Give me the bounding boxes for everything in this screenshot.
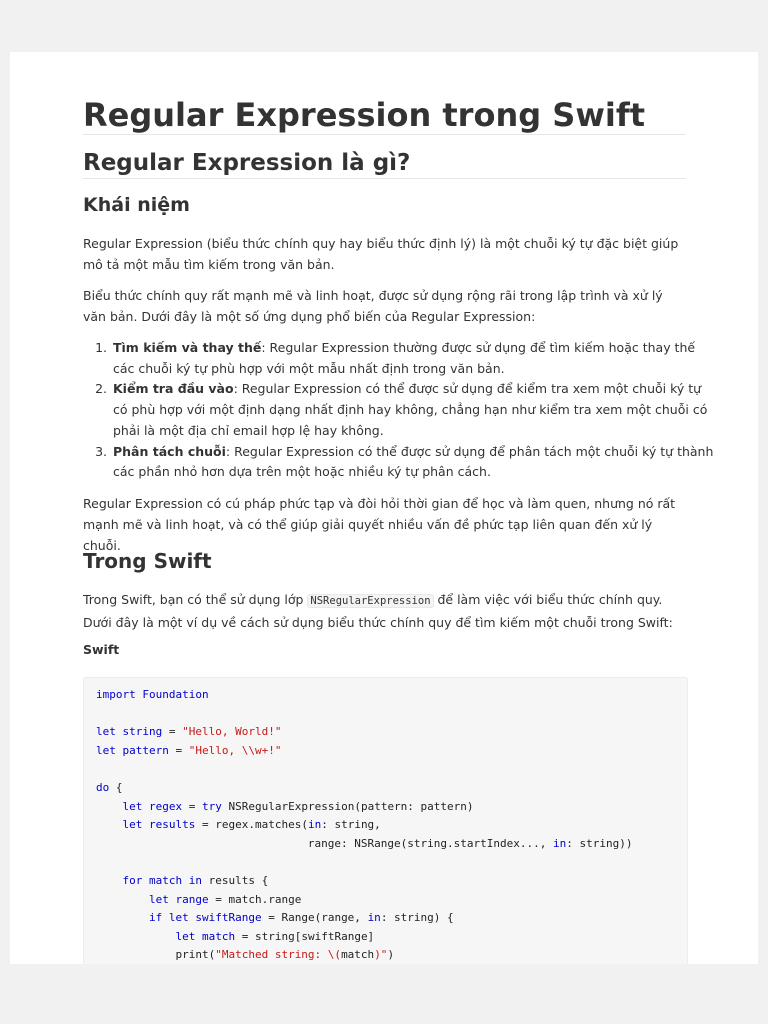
section-heading-swift: Trong Swift — [83, 549, 212, 573]
code-token — [96, 930, 175, 943]
code-line — [96, 798, 687, 817]
code-token — [195, 930, 202, 943]
code-token: "Matched string: \( — [215, 948, 342, 962]
code-token: regex — [149, 799, 183, 813]
code-token — [142, 800, 149, 813]
code-token: let — [168, 911, 189, 925]
code-token: = match.range — [208, 892, 302, 906]
list-item-text: : Regular Expression thường được sử dụng để tìm kiếm hoặc thay thế các chuỗi ký tự phù hợp với một mẫu nhất định trong văn bản. — [113, 340, 696, 376]
list-item — [111, 338, 714, 379]
code-token: let — [175, 929, 196, 943]
code-token: ) — [387, 948, 395, 962]
code-line — [96, 723, 687, 742]
code-block — [83, 677, 688, 964]
code-token: Foundation — [142, 688, 209, 701]
paragraph-applications: Biểu thức chính quy rất mạnh mẽ và linh hoạt, được sử dụng rộng rãi trong lập trình và xử lý văn bản. Dưới đây là một số ứng dụng phổ biến của Regular Expression: — [83, 288, 663, 324]
code-token: { — [109, 780, 123, 794]
code-token: = — [182, 799, 202, 813]
code-token: )" — [374, 948, 388, 962]
code-token: let — [122, 818, 143, 832]
code-token — [142, 874, 149, 887]
paragraph-text: để làm việc với biểu thức chính quy. Dưới đây là một ví dụ về cách sử dụng biểu thức chính quy để tìm kiếm một chuỗi trong Swift: — [83, 592, 673, 630]
page-title: Regular Expression trong Swift — [83, 96, 686, 135]
code-line — [96, 928, 687, 947]
code-token: "Hello, World!" — [182, 725, 282, 739]
code-token: match — [201, 929, 236, 943]
subheading-concept: Khái niệm — [83, 194, 190, 216]
section-heading-regex: Regular Expression là gì? — [83, 148, 686, 179]
code-line — [96, 760, 687, 779]
code-token: print( — [96, 948, 216, 962]
code-token — [116, 744, 123, 757]
code-token: range — [175, 892, 209, 906]
code-line — [96, 779, 687, 798]
paragraph-definition: Regular Expression (biểu thức chính quy hay biểu thức định lý) là một chuỗi ký tự đặc biệt giúp mô tả một mẫu tìm kiếm trong văn bản. — [83, 236, 679, 272]
code-token — [96, 874, 123, 887]
code-token: let — [96, 743, 116, 757]
code-token: match — [149, 873, 183, 887]
code-token: : string) { — [380, 911, 454, 925]
code-line — [96, 891, 687, 910]
code-token: let — [122, 799, 143, 813]
code-token: in — [307, 818, 322, 832]
code-token: : string)) — [566, 836, 633, 850]
code-language-label: Swift — [83, 642, 120, 657]
code-line — [96, 853, 687, 872]
code-token — [142, 818, 149, 831]
code-line — [96, 909, 687, 928]
code-token: range: NSRange(string.startIndex..., — [96, 836, 553, 850]
code-token: import — [96, 688, 136, 701]
code-token: = — [162, 725, 183, 739]
code-token: match — [341, 948, 375, 962]
document-page — [10, 52, 758, 964]
code-token: pattern — [122, 743, 169, 757]
list-item-term: Phân tách chuỗi — [113, 443, 226, 459]
paragraph-text: Trong Swift, bạn có thể sử dụng lớp — [83, 592, 308, 607]
code-content — [84, 678, 687, 964]
code-token — [116, 725, 123, 738]
code-token: for — [122, 873, 143, 887]
code-line — [96, 835, 687, 854]
code-token: : string, — [321, 818, 381, 832]
inline-code: NSRegularExpression — [307, 594, 433, 608]
paragraph-swift-intro — [83, 589, 686, 633]
code-token — [96, 911, 149, 924]
code-token: = string[swiftRange] — [235, 929, 375, 943]
code-token: swiftRange — [195, 911, 262, 925]
code-token: = regex.matches( — [195, 818, 308, 832]
code-token — [162, 911, 169, 924]
code-token: let — [148, 892, 169, 906]
code-token: results — [149, 818, 196, 832]
code-token: NSRegularExpression(pattern: pattern) — [221, 799, 474, 813]
code-token: in — [367, 911, 381, 925]
code-token: = Range(range, — [261, 911, 368, 925]
code-token — [96, 893, 149, 906]
code-token — [96, 800, 123, 813]
list-item-text: : Regular Expression có thể được sử dụng để phân tách một chuỗi ký tự thành các phần nhỏ hơn dựa trên một hoặc nhiều ký tự phân cách. — [113, 443, 714, 480]
code-token: if — [148, 911, 163, 925]
code-token: let — [96, 725, 116, 739]
code-token: do — [96, 780, 110, 794]
code-line — [96, 872, 687, 891]
code-line — [96, 686, 687, 705]
code-token: "Hello, \\w+!" — [188, 743, 282, 757]
list-item — [111, 379, 714, 441]
code-line — [96, 946, 687, 964]
list-item-term: Tìm kiếm và thay thế — [113, 340, 262, 355]
code-line — [96, 742, 687, 761]
paragraph-summary: Regular Expression có cú pháp phức tạp và đòi hỏi thời gian để học và làm quen, nhưng nó rất mạnh mẽ và linh hoạt, và có thể giúp giải quyết nhiều vấn đề phức tạp liên quan đến xử lý chuỗi. — [83, 496, 676, 553]
code-token: = — [168, 743, 189, 757]
code-line — [96, 816, 687, 835]
code-token: try — [202, 799, 222, 813]
list-item-text: : Regular Expression có thể được sử dụng để kiểm tra xem một chuỗi ký tự có phù hợp với một định dạng nhất định hay không, chẳng hạn như kiểm tra xem một chuỗi có phải là một địa chỉ email hợp lệ hay không. — [113, 381, 708, 438]
code-line — [96, 705, 687, 724]
list-item — [111, 442, 714, 483]
list-item-term: Kiểm tra đầu vào — [113, 381, 234, 397]
code-token: in — [188, 873, 202, 887]
applications-list — [83, 338, 714, 483]
code-token — [96, 818, 123, 831]
code-token: string — [122, 725, 163, 739]
code-token: results { — [202, 873, 269, 887]
code-token — [182, 874, 189, 887]
code-token: in — [552, 836, 567, 850]
